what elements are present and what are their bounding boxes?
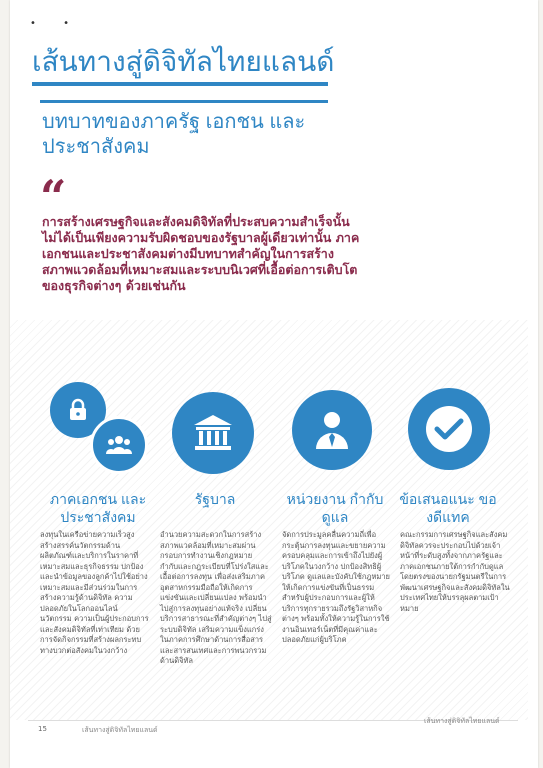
- page-title: เส้นทางสู่ดิจิทัลไทยแลนด์: [32, 46, 335, 77]
- column-title-regulator: หน่วยงาน กำกับดูแล: [286, 491, 384, 525]
- column-title-government: รัฐบาล: [194, 491, 236, 507]
- header-dots: • •: [30, 18, 81, 29]
- column-body-private: ลงทุนในเครือข่ายความเร็วสูง สร้างสรรค์นวัตกรรมด้านผลิตภัณฑ์และบริการในราคาที่เหมาะสมและธุรกิจธรรม ปกป้องและนำข้อมูลของลูกค้าไปใช้อย่างเหมาะสมและมีส่วนร่วมในการสร้างความรู้ด้านดิจิทัล ความปลอดภัยในโลกออนไลน์ นวัตกรรม ความเป็นผู้ประกอบการ และสังคมดิจิทัลที่เท่าเทียม ด้วยการจัดกิจกรรมที่สร้างผลกระทบทางบวกต่อสังคมในวงกว้าง: [40, 530, 149, 655]
- footer-left-text: เส้นทางสู่ดิจิทัลไทยแลนด์: [82, 726, 158, 734]
- column-body-regulator: จัดการประมูลคลื่นความถี่เพื่อกระตุ้นการลงทุนและขยายความครอบคลุมและการเข้าถึงไปยังผู้บริโภคในวงกว้าง ปกป้องสิทธิผู้บริโภค ดูแลและบังคับใช้กฎหมายให้เกิดการแข่งขันที่เป็นธรรม สำหรับผู้ประกอบการและผู้ให้บริการทุกรายรวมถึงรัฐวิสาหกิจต่างๆ พร้อมทั้งให้ความรู้ในการใช้งานอินเทอร์เน็ตที่มีคุณค่าและปลอดภัยแก่ผู้บริโภค: [282, 530, 390, 644]
- section-subtitle: บทบาทของภาครัฐ เอกชน และประชาสังคม: [42, 111, 306, 158]
- column-title-recommendations: ข้อเสนอแนะ ของดีแทค: [399, 491, 497, 525]
- column-title-private: ภาคเอกชน และประชาสังคม: [49, 491, 147, 525]
- subtitle-divider: [40, 100, 328, 103]
- column-body-recommendations: คณะกรรมการเศรษฐกิจและสังคมดิจิทัลควรจะประกอบไปด้วยเจ้าหน้าที่ระดับสูงทั้งจากภาครัฐและภาคเอกชนภายใต้การกำกับดูแลโดยตรงของนายกรัฐมนตรีในการพัฒนาเศรษฐกิจและสังคมดิจิทัลในประเทศไทยให้บรรลุผลตามเป้าหมาย: [400, 530, 510, 613]
- quote-text: การสร้างเศรษฐกิจและสังคมดิจิทัลที่ประสบความสำเร็จนั้นไม่ได้เป็นเพียงความรับผิดชอบของรัฐบาลผู้เดียวเท่านั้น ภาคเอกชนและประชาสังคมต่างมีบทบาทสำคัญในการสร้างสภาพแวดล้อมที่เหมาะสมและระบบนิเวศที่เอื้อต่อการเติบโตของธุรกิจต่างๆ ด้วยเช่นกัน: [42, 214, 360, 293]
- officer-icon: [292, 390, 372, 470]
- title-divider: [32, 82, 328, 86]
- check-circle-icon: [408, 388, 490, 470]
- column-body-government: อำนวยความสะดวกในการสร้างสภาพแวดล้อมที่เหมาะสมผ่านกรอบการทำงานเชิงกฎหมาย กำกับและกฎระเบียบที่โปร่งใสและเอื้อต่อการลงทุน เพื่อส่งเสริมภาคอุตสาหกรรมมือถือให้เกิดการแข่งขันและเปลี่ยนแปลง พร้อมนำไปสู่การลงทุนอย่างแท้จริง เปลี่ยนบริการสาธารณะที่สำคัญต่างๆ ไปสู่ระบบดิจิทัล เสริมความแข็งแกร่งในภาคการศึกษาด้านการสื่อสารและสารสนเทศและการพนวกรวมด้านดิจิทัล: [160, 530, 272, 665]
- people-icon: [90, 416, 148, 474]
- quote-mark-icon: “: [40, 170, 67, 224]
- footer-right-text: เส้นทางสู่ดิจิทัลไทยแลนด์: [424, 717, 500, 725]
- page-number: 15: [38, 725, 47, 733]
- government-building-icon: [172, 392, 254, 474]
